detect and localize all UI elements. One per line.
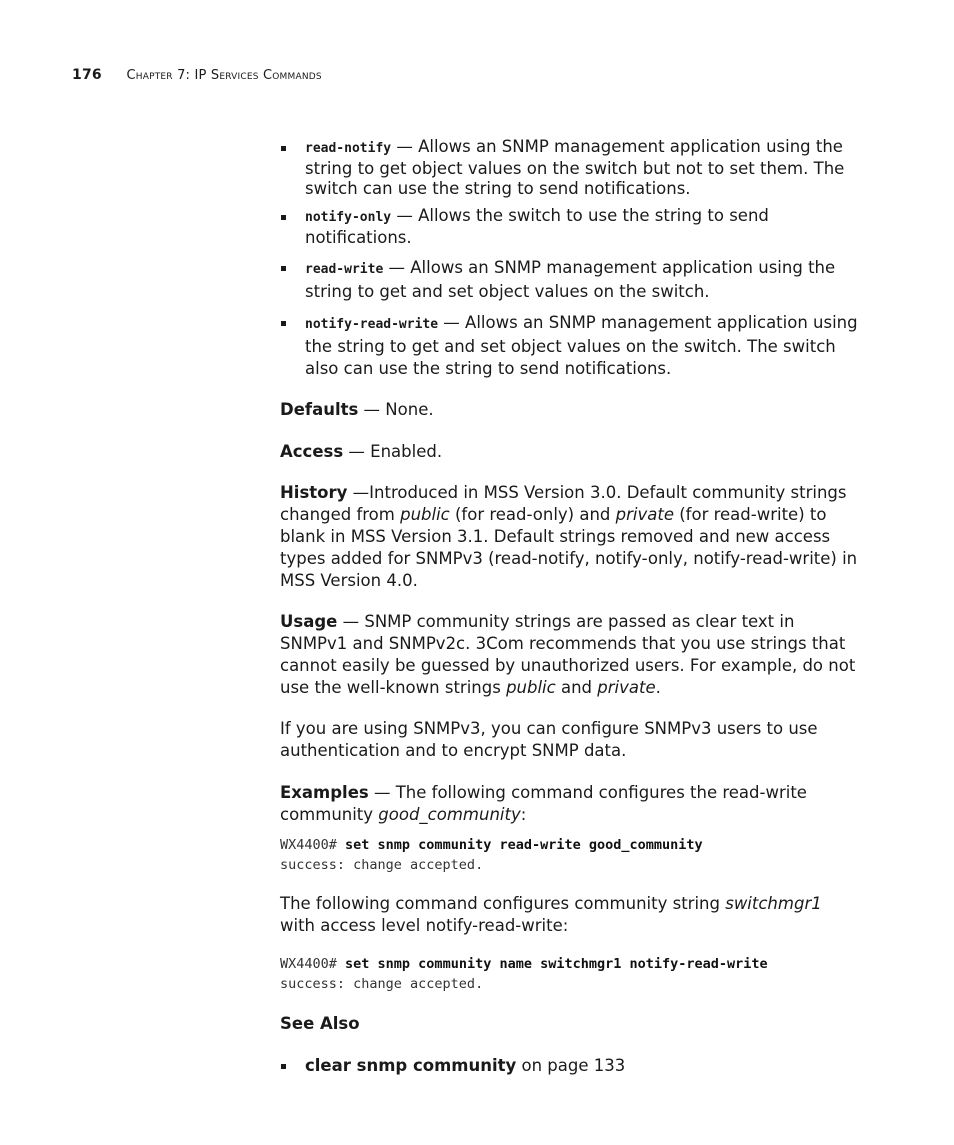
access-label: Access [280,442,344,461]
bullet-square-icon [281,215,286,220]
option-code: read-write [305,262,384,277]
usage-italic-private: private [597,678,656,697]
code-command-line [280,835,860,855]
code-command-line [280,954,860,974]
bullet-square-icon [281,321,286,326]
usage-label: Usage [280,612,338,631]
example2-paragraph [280,893,860,937]
history-italic-public: public [400,505,450,524]
page-content [280,137,860,1084]
usage-paragraph [280,611,860,699]
history-paragraph [280,482,860,592]
access-type-list [280,137,860,380]
examples-text: : [520,805,527,824]
code-prompt: WX4400# [280,837,346,853]
see-also-heading [280,1013,860,1035]
option-code: notify-read-write [305,317,439,332]
see-also-label: See Also [280,1014,360,1033]
example2-text: with access level notify-read-write: [280,916,569,935]
chapter-title: Chapter 7: IP Services Commands [126,68,322,83]
snmpv3-paragraph: If you are using SNMPv3, you can configure SNMPv3 users to use authentication and to encrypt SNMP data. [280,719,818,760]
option-description: — Allows the switch to use the string to send notifications. [305,206,769,247]
cross-reference-link[interactable]: clear snmp community [305,1056,517,1075]
bullet-square-icon [281,146,286,151]
examples-label: Examples [280,783,369,802]
list-item [280,312,860,380]
examples-paragraph [280,782,860,826]
defaults-text: — None. [358,400,434,419]
code-example-2 [280,954,860,994]
defaults-paragraph [280,399,860,421]
examples-text: — The following command configures the read-write community [280,783,807,824]
list-item [280,137,860,199]
cross-reference-page: on page 133 [516,1056,626,1075]
history-label: History [280,483,348,502]
see-also-list [280,1055,860,1077]
list-item [280,1055,860,1077]
usage-italic-public: public [506,678,556,697]
list-item [280,206,860,248]
usage-text: and [555,678,598,697]
code-command: set snmp community read-write good_community [345,837,703,853]
bullet-square-icon [281,1064,286,1069]
defaults-label: Defaults [280,400,359,419]
option-code: notify-only [305,210,392,225]
bullet-square-icon [281,266,286,271]
access-text: — Enabled. [343,442,443,461]
usage-text: — SNMP community strings are passed as clear text in SNMPv1 and SNMPv2c. 3Com recommends that you use strings that cannot easily be guessed by unauthorized users. For example, do not use the well-known strings [280,612,856,697]
option-description: — Allows an SNMP management application using the string to get object values on the switch but not to set them. The switch can use the string to send notifications. [305,137,845,198]
page-header [72,67,322,83]
option-code: read-notify [305,141,392,156]
code-example-1 [280,835,860,875]
access-paragraph [280,441,860,463]
code-output: success: change accepted. [280,857,484,873]
option-description: — Allows an SNMP management application using the string to get and set object values on the switch. The switch also can use the string to send notifications. [305,313,858,378]
history-text: (for read-write) to blank in MSS Version 3.1. Default strings removed and new access types added for SNMPv3 (read-notify, notify-only, notify-read-write) in MSS Version 4.0. [280,505,858,590]
code-output: success: change accepted. [280,976,484,992]
option-description: — Allows an SNMP management application using the string to get and set object values on the switch. [305,258,836,301]
page-number: 176 [72,67,102,83]
history-italic-private: private [615,505,674,524]
list-item [280,257,860,303]
history-text: (for read-only) and [449,505,616,524]
examples-italic-community: good_community [378,805,521,824]
history-text: —Introduced in MSS Version 3.0. Default community strings changed from [280,483,847,524]
code-command: set snmp community name switchmgr1 notify-read-write [345,956,768,972]
usage-text: . [655,678,661,697]
code-prompt: WX4400# [280,956,346,972]
example2-italic-string: switchmgr1 [725,894,822,913]
example2-text: The following command configures community string [280,894,726,913]
